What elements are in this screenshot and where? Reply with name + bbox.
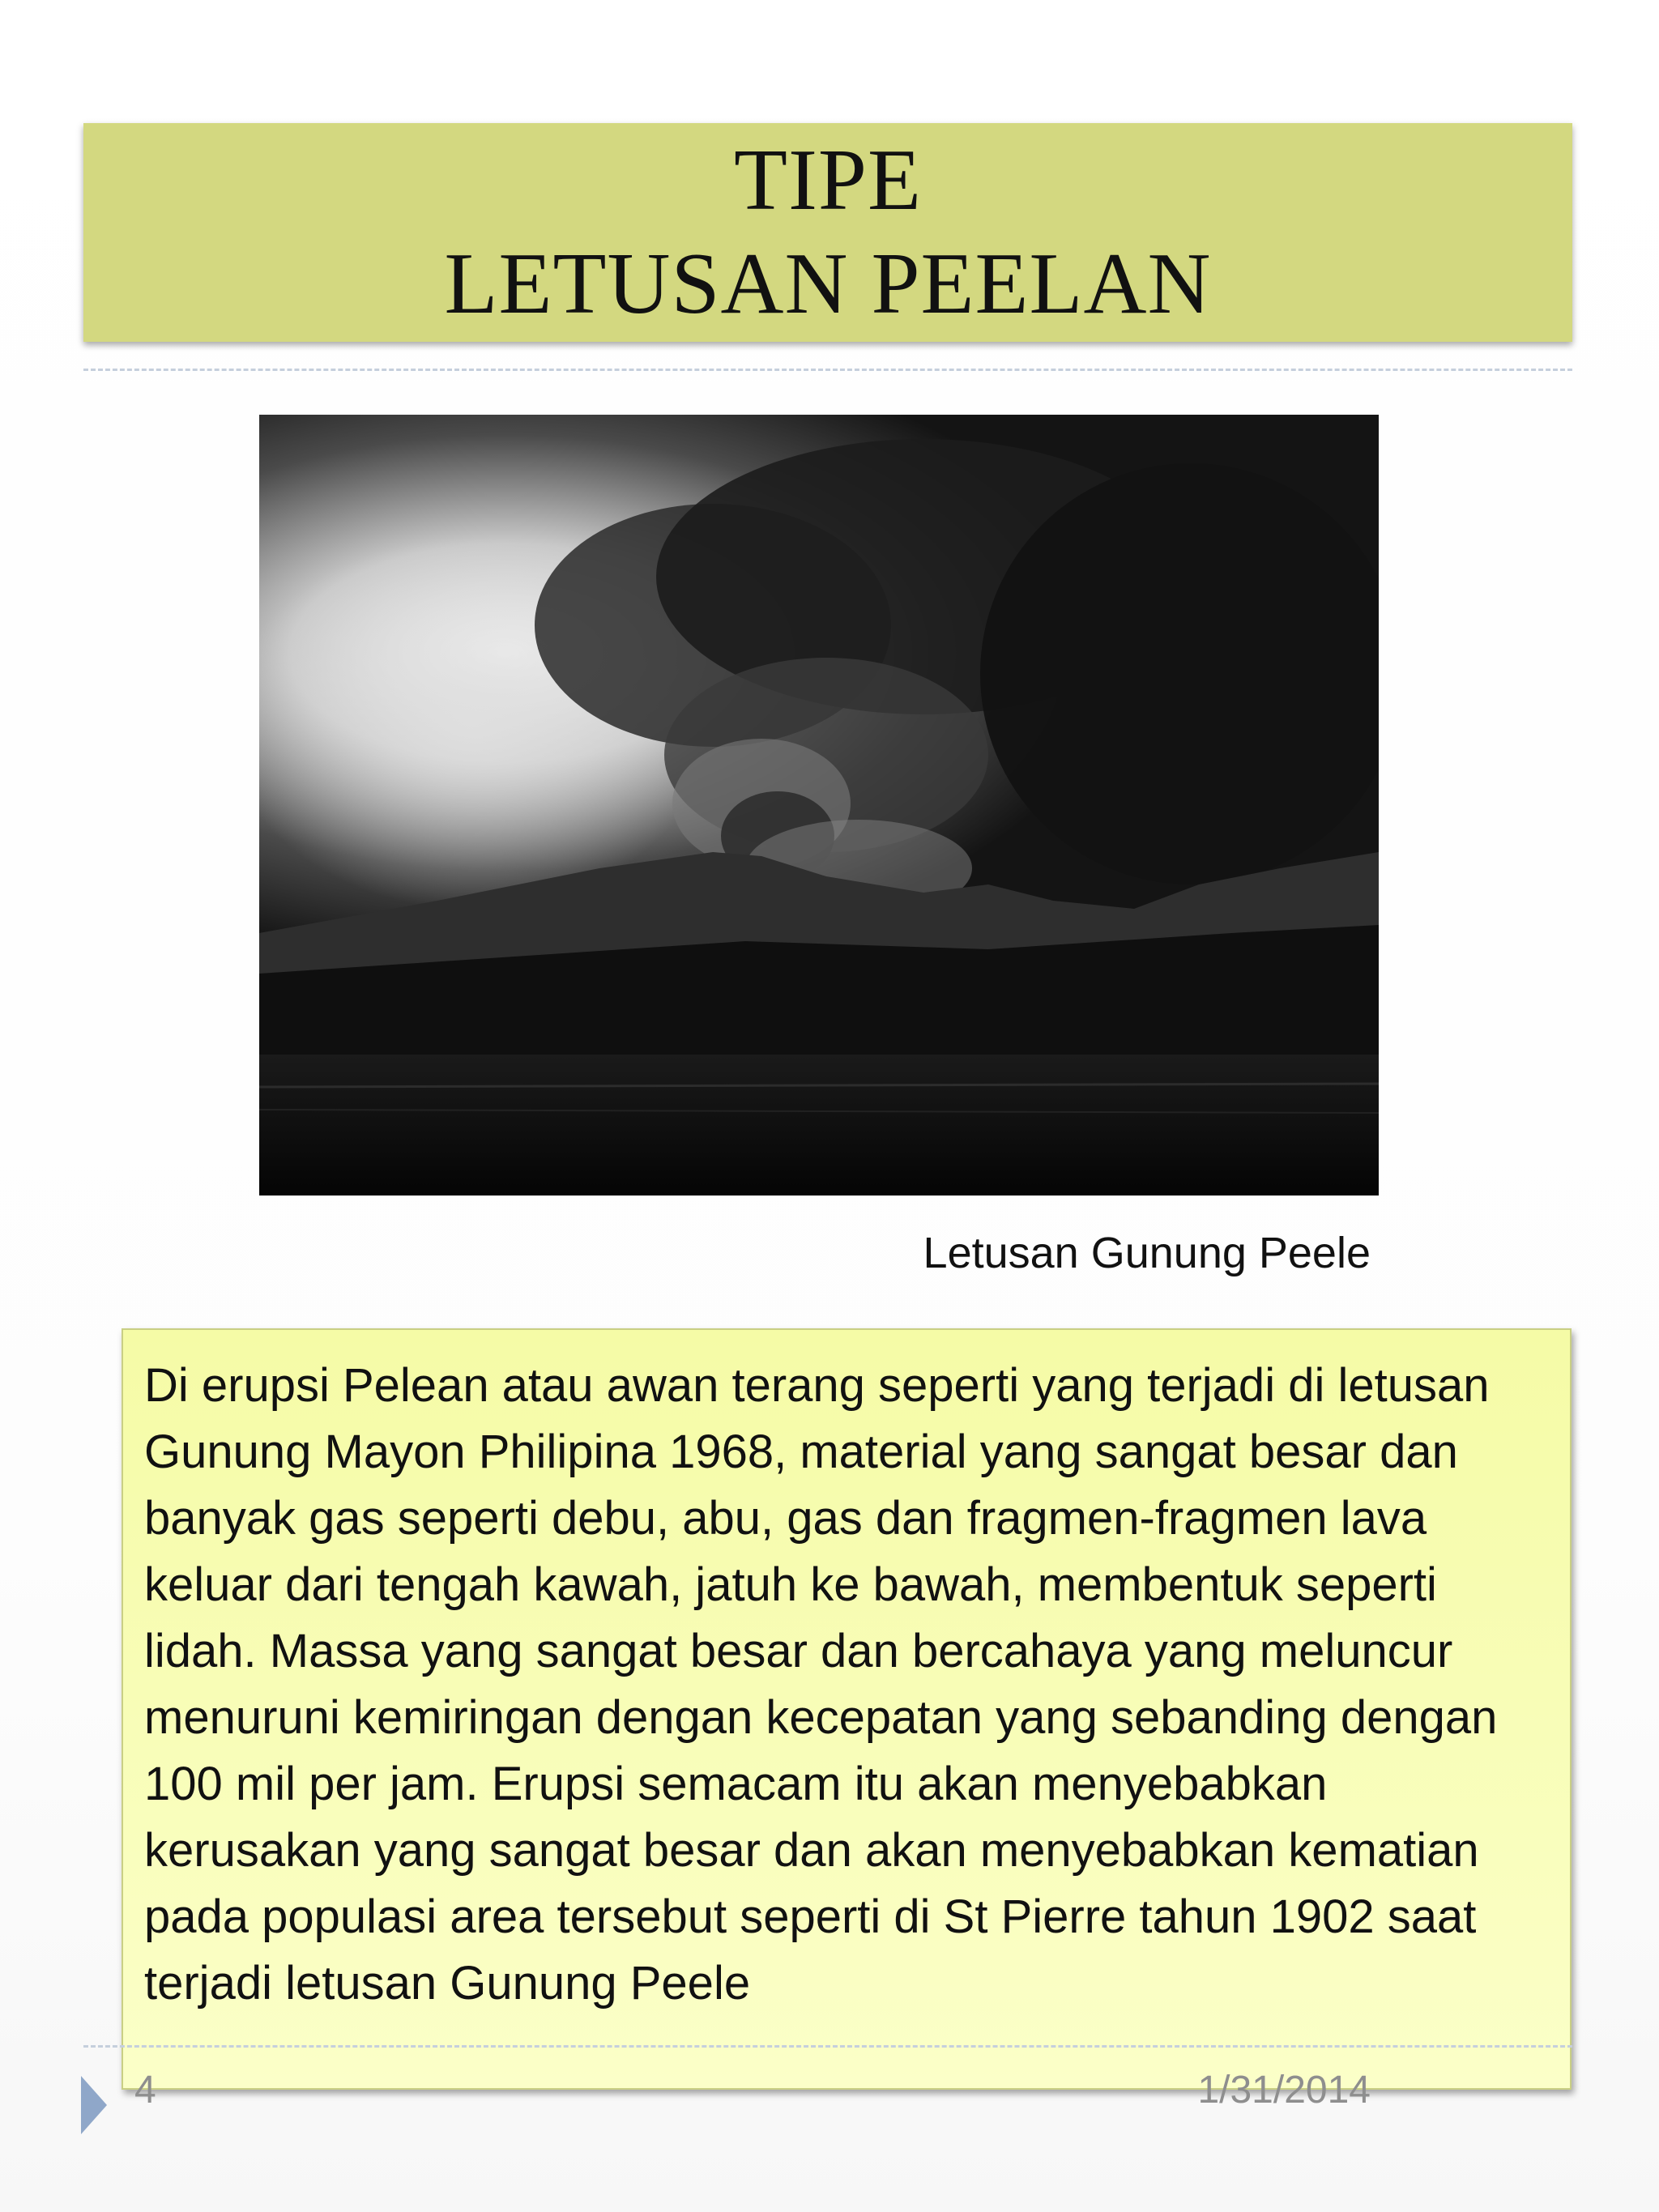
image-caption: Letusan Gunung Peele bbox=[923, 1229, 1371, 1277]
divider-top bbox=[83, 369, 1572, 371]
title-box bbox=[83, 123, 1572, 342]
slide-date: 1/31/2014 bbox=[1197, 2069, 1371, 2112]
triangle-marker-icon bbox=[81, 2076, 107, 2134]
divider-bottom bbox=[83, 2045, 1572, 2048]
description-box bbox=[122, 1328, 1572, 2090]
title-line-2: LETUSAN PEELAN bbox=[444, 236, 1212, 332]
volcano-photo-drawing bbox=[259, 415, 1379, 1196]
description-text: Di erupsi Pelean atau awan terang seperti yang terjadi di letusan Gunung Mayon Philipina 1968, material yang sangat besar dan banyak gas seperti debu, abu, gas dan fragmen-fragmen lava keluar dari tengah kawah, jatuh ke bawah, membentuk seperti lidah. Massa yang sangat besar dan bercahaya yang meluncur menuruni kemiringan dengan kecepatan yang sebanding dengan 100 mil per jam. Erupsi semacam itu akan menyebabkan kerusakan yang sangat besar dan akan menyebabkan kematian pada populasi area tersebut seperti di St Pierre tahun 1902 saat terjadi letusan Gunung Peele bbox=[144, 1359, 1498, 2010]
volcano-photo bbox=[259, 415, 1379, 1196]
slide-number: 4 bbox=[134, 2069, 156, 2112]
title-line-1: TIPE bbox=[734, 132, 922, 228]
